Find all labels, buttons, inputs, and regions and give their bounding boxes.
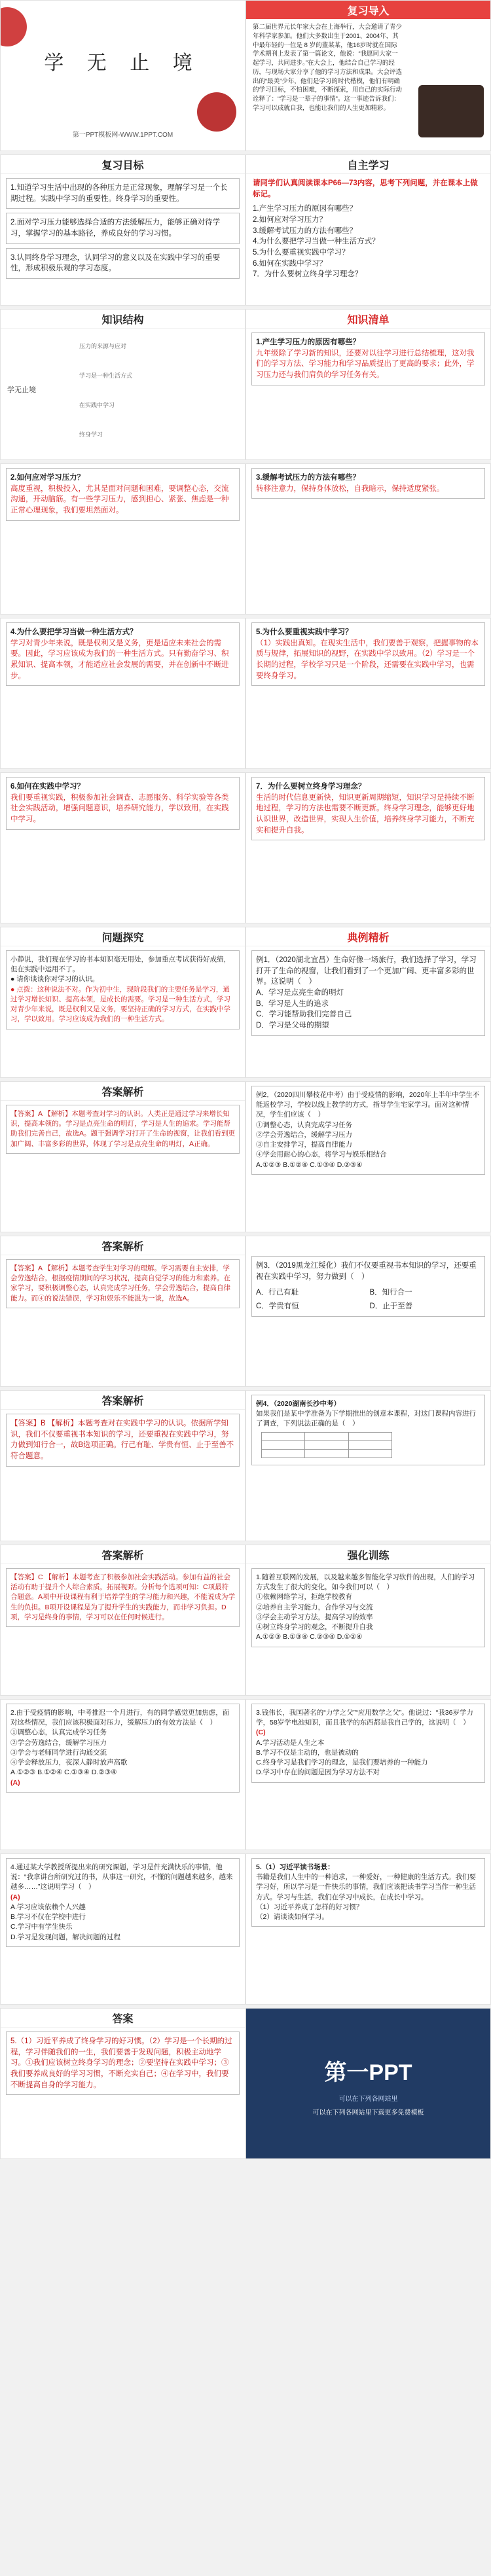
- q4-text: 学习对青少年来说，既是权利又是义务，更是适应未来社会的需要。因此，学习应该成为我们的一种生活方式。只有勤奋学习、积累知识、提高本领，才能适应社会发展的需要，并在创新中不断进步。: [10, 639, 229, 680]
- self-study-question: 1.产生学习压力的原因有哪些？: [253, 205, 357, 213]
- mindmap-center: 学无止境: [7, 386, 36, 394]
- flower-decoration: [0, 7, 27, 46]
- training-option[interactable]: ②培养自主学习能力，合作学习与交流: [256, 1603, 373, 1611]
- review-goals-slide[interactable]: [0, 154, 245, 306]
- training5-q1: （1）习近平养成了怎样的好习惯？: [256, 1903, 363, 1911]
- training2-slide[interactable]: [0, 1699, 245, 1850]
- self-study-question: 3.缓解考试压力的方法有哪些？: [253, 226, 357, 235]
- q3-text: 转移注意力，保持身体放松，自我暗示，保持适度紧张。: [256, 484, 445, 493]
- answer5-header: 答案: [1, 2009, 245, 2028]
- q5-title: 5.为什么要重视实践中学习？: [256, 628, 353, 636]
- training2-option[interactable]: ①调整心态，认真完成学习任务: [10, 1728, 107, 1737]
- q5-text: （1）实践出真知。在现实生活中，我们要善于观察，把握事物的本质与规律，拓展知识的视野，在实践中学以致用。（2）学习是一个长期的过程，学校学习只是一个阶段，还需要在实践中学习，也需要终身学习。: [256, 639, 479, 680]
- answer5-text: 5.（1）习近平养成了终身学习的好习惯。（2）学习是一个长期的过程，学习伴随我们的一生，我们要善于发现问题，积极主动地学习。①我们应该树立终身学习的理念；②要坚持在实践中学习；③我们要养成良好的学习习惯，不断充实自己；④在学习中，我们要不断提高自身的学习能力。: [6, 2031, 240, 2095]
- answer2-slide[interactable]: [0, 1236, 245, 1387]
- footer-logo-slide[interactable]: [245, 2008, 491, 2159]
- training2-choices[interactable]: A.①②③ B.①②④ C.①③④ D.②③④: [10, 1768, 117, 1777]
- speaker-photo: [418, 85, 484, 137]
- q4-title: 4.为什么要把学习当做一种生活方式？: [10, 628, 137, 636]
- answer4-header: 答案解析: [1, 1545, 245, 1564]
- training-header: 强化训练: [246, 1545, 490, 1564]
- q7-title: 7．为什么要树立终身学习理念？: [256, 783, 366, 791]
- cover-title: 学 无 止 境: [44, 52, 202, 74]
- review-goal-item: 2.面对学习压力能够选择合适的方法缓解压力，能够正确对待学习，掌握学习的基本路径，养成良好的学习习惯。: [6, 213, 240, 243]
- training4-option[interactable]: B.学习不仅在学校中进行: [10, 1913, 86, 1922]
- review-goals-header: 复习目标: [1, 155, 245, 174]
- training4-answer: (A): [10, 1893, 20, 1901]
- training-option[interactable]: ④树立终身学习的观念，不断提升自我: [256, 1623, 373, 1632]
- cover-slide[interactable]: [0, 0, 245, 151]
- training-option[interactable]: ③学会主动学习方法，提高学习的效率: [256, 1613, 373, 1621]
- answer3-header: 答案解析: [1, 1391, 245, 1410]
- q2-title: 2.如何应对学习压力？: [10, 474, 85, 482]
- training5-title: 5.（1）习近平读书场景：: [256, 1863, 335, 1871]
- example2-choices[interactable]: A.①②③ B.①②④ C.①③④ D.②③④: [256, 1160, 363, 1169]
- example2-option[interactable]: ③自主安排学习，提高自律能力: [256, 1141, 352, 1149]
- training-question: 1.随着互联网的发展，以及越来越多智能化学习软件的出现，人们的学习方式发生了很大的变化，如今我们可以（ ）: [256, 1573, 475, 1592]
- example1-option[interactable]: A．学习是点亮生命的明灯: [256, 989, 344, 997]
- example1-slide[interactable]: [245, 927, 491, 1078]
- example1-option[interactable]: C．学习能帮助我们完善自己: [256, 1011, 352, 1019]
- answer4-text: 【答案】C 【解析】本题考查了积极参加社会实践活动。参加有益的社会活动有助于提升个人综合素质，拓展视野。分析每个选项可知：C项最符合题意。A项中开设课程有利于培养学生的学习能力和兴趣，不能说成为学生的负担。B项开设课程是为了提升学生的实践能力，而非学习负担。D项，学习是终身的事情，学习可以在任何时候进行。: [6, 1568, 240, 1627]
- self-study-header: 自主学习: [246, 155, 490, 174]
- intro-slide[interactable]: [245, 0, 491, 151]
- training4-question: 4.通过某大学教授所提出来的研究课题，学习是件充满快乐的事情，他说：“我拿讲台所研究过的书，从事这一研究，不懂的问题越来越多，越来越多……”这说明学习（ ）: [10, 1863, 233, 1891]
- training4-option[interactable]: C.学习中有学生快乐: [10, 1923, 73, 1931]
- example3-slide[interactable]: [245, 1236, 491, 1387]
- training3-answer: (C): [256, 1728, 266, 1737]
- example2-option[interactable]: ②学会劳逸结合，缓解学习压力: [256, 1130, 352, 1139]
- knowledge-q1-text: 九年级除了学习新的知识，还要对以往学习进行总结梳理，这对我们的学习方法、学习能力和学习品质提出了更高的要求；此外，学习压力还与我们肩负的学习任务有关。: [256, 349, 475, 380]
- answer3-text: 【答案】B 【解析】本题考查对在实践中学习的认识。依据所学知识，我们不仅要重视书本知识的学习，还要重视在实践中学习，努力做到知行合一，故B选项正确。行己有耻、学贵有恒、止于至善不符合题意。: [6, 1414, 240, 1467]
- training5-text: 书籍是我们人生中的一种追求，一种爱好，一种健康的生活方式。我们要学习好，所以学习是一件快乐的事情，我们应该把读书学习当作一种生活方式。学习与生活，我们在学习中成长，在成长中学习。: [256, 1873, 476, 1901]
- brand-logo: 第一PPT: [324, 2060, 412, 2085]
- example4-text: 如果我们是某中学准备为下学期推出的创意本课程，对这门课程内容进行了调查，下列说法正确的是（ ）: [256, 1410, 476, 1428]
- training3-option[interactable]: C.终身学习是我们学习的理念，是我们要培养的一种能力: [256, 1759, 428, 1767]
- examples-header: 典例精析: [246, 927, 490, 946]
- flower-decoration: [197, 92, 236, 132]
- example2-slide[interactable]: [245, 1081, 491, 1232]
- self-study-question: 4.为什么要把学习当做一种生活方式？: [253, 238, 380, 246]
- example2-option[interactable]: ①调整心态，认真完成学习任务: [256, 1120, 352, 1129]
- q7-text: 生活的时代信息更新快，知识更新周期缩短，知识学习是持续不断地过程，学习的方法也需要不断更新。终身学习理念，能够更好地认识世界，改造世界，实现人生价值，培养终身学习能力，不断充实和提升自我。: [256, 793, 475, 834]
- q6-slide[interactable]: [0, 772, 245, 923]
- self-study-intro: 请同学们认真阅读课本P66—73内容，思考下列问题，并在课本上做标记。: [253, 179, 478, 198]
- mind-map: [1, 329, 245, 453]
- example3-option[interactable]: C．学贵有恒: [256, 1302, 299, 1311]
- q6-title: 6.如何在实践中学习？: [10, 783, 85, 791]
- q5-slide[interactable]: [245, 618, 491, 769]
- explore-header: 问题探究: [1, 927, 245, 946]
- training3-option[interactable]: A.学习活动是人生之本: [256, 1738, 325, 1747]
- q2-text: 高度重视，积极投入，尤其是面对问题和困难，要调整心态，交流沟通，开动脑筋。有一些学习压力，感到担心、紧张、焦虑是一种正常心理现象，我们要坦然面对。: [10, 484, 229, 515]
- example1-option[interactable]: D．学习是父母的期望: [256, 1022, 329, 1030]
- self-study-question: 6.如何在实践中学习？: [253, 259, 327, 268]
- self-study-question: 7．为什么要树立终身学习理念？: [253, 270, 363, 279]
- training3-option[interactable]: D.学习中存在的问题是因为学习方法不对: [256, 1768, 380, 1777]
- q7-slide[interactable]: [245, 772, 491, 923]
- training-slide[interactable]: [245, 1545, 491, 1696]
- training-choices[interactable]: A.①②③ B.①③④ C.②③④ D.①②④: [256, 1633, 363, 1641]
- intro-header: 复习导入: [246, 1, 490, 19]
- training5-slide[interactable]: [245, 1853, 491, 2005]
- knowledge-q1-title: 1.产生学习压力的原因有哪些？: [256, 338, 361, 346]
- mindmap-branch: 终身学习: [79, 431, 103, 438]
- answer2-text: 【答案】A 【解析】本题考查学生对学习的理解。学习需要自主安排，学会劳逸结合，根据疫情期间的学习状况，提高自觉学习的能力和素养。在家学习，要积极调整心态，认真完成学习任务，学会劳逸结合，提高自律能力。而④的说法错误，学习和娱乐不能混为一谈，故选A。: [6, 1259, 240, 1308]
- training-option[interactable]: ①依赖网络学习，拒绝学校教育: [256, 1593, 352, 1601]
- example1-question: 例1．（2020湖北宜昌）生命好像一场旅行，我们选择了学习，学习打开了生命的视窗，让我们看到了一个更加广阔、更丰富多彩的世界。这说明（ ）: [256, 956, 477, 986]
- explore-hint: ● 点拨：这种说法不对。作为初中生，现阶段我们的主要任务是学习，通过学习增长知识、提高本领，是成长的需要。学习是一种生活方式，学习对青少年来说，既是权利又是义务，要坚持正确的学习方式，在实践中学习，学以致用。学习应该成为我们的一种生活方式。: [10, 985, 230, 1024]
- example1-option[interactable]: B．学习是人生的追求: [256, 999, 329, 1008]
- self-study-question: 5.为什么要重视实践中学习？: [253, 249, 350, 257]
- q3-title: 3.缓解考试压力的方法有哪些？: [256, 474, 361, 482]
- answer1-slide[interactable]: [0, 1081, 245, 1232]
- explore-prompt: ● 请你谈谈你对学习的认识。: [10, 975, 100, 984]
- q3-slide[interactable]: [245, 463, 491, 615]
- training2-option[interactable]: ②学会劳逸结合，缓解学习压力: [10, 1738, 107, 1747]
- training2-answer: (A): [10, 1778, 20, 1787]
- self-study-slide[interactable]: [245, 154, 491, 306]
- training5-q2: （2）请谈谈如何学习。: [256, 1913, 329, 1922]
- review-goal-item: 1.知道学习生活中出现的各种压力是正常现象，理解学习是一个长期过程。实践中学习的重要性。终身学习的重要性。: [6, 178, 240, 209]
- training2-option[interactable]: ④学会释放压力，夜深人静时放声高歌: [10, 1759, 128, 1767]
- q6-text: 我们要重视实践，积极参加社会调查、志愿服务、科学实验等各类社会实践活动，增强问题意识，培养研究能力，学以致用，在实践中学习。: [10, 793, 229, 824]
- training4-option[interactable]: A.学习应该依赖个人兴趣: [10, 1903, 86, 1911]
- example3-option[interactable]: D．止于至善: [369, 1302, 413, 1311]
- review-goal-item: 3.认同终身学习理念，认同学习的意义以及在实践中学习的重要性，形成积极乐观的学习态度。: [6, 248, 240, 279]
- example2-option[interactable]: ④学会用耐心的心态，将学习与娱乐相结合: [256, 1151, 387, 1159]
- training4-slide[interactable]: [0, 1853, 245, 2005]
- knowledge-slide[interactable]: [245, 309, 491, 460]
- brand-note: 可以在下列各网站里下载更多免费模板: [312, 2109, 424, 2117]
- structure-slide[interactable]: [0, 309, 245, 460]
- example4-table: [261, 1432, 392, 1458]
- training3-question: 3.钱伟长，我国著名的“力学之父”“应用数学之父”。他说过：“我36岁学力学，58岁学电池知识，而且我学的东西都是我自己学的，这说明（ ）: [256, 1709, 473, 1727]
- explore-slide[interactable]: [0, 927, 245, 1078]
- training4-option[interactable]: D.学习是发现问题，解决问题的过程: [10, 1933, 120, 1941]
- answer1-header: 答案解析: [1, 1082, 245, 1101]
- example2-question: 例2．（2020四川攀枝花中考）由于受疫情的影响，2020年上半年中学生不能返校学习，学校以线上教学的方式，指导学生宅家学习。面对这种情况，学生们应该（ ）: [256, 1091, 480, 1119]
- example3-question: 例3．（2019黑龙江绥化）我们不仅要重视书本知识的学习，还要重视在实践中学习，努力做到（ ）: [256, 1262, 477, 1281]
- mindmap-branch: 压力的来源与应对: [79, 343, 127, 349]
- training3-slide[interactable]: [245, 1699, 491, 1850]
- training2-option[interactable]: ③学会与老师同学进行沟通交流: [10, 1748, 107, 1757]
- answer3-slide[interactable]: [0, 1390, 245, 1541]
- example4-slide[interactable]: [245, 1390, 491, 1541]
- answer4-slide[interactable]: [0, 1545, 245, 1696]
- training3-option[interactable]: B.学习不仅是主动的，也是被动的: [256, 1748, 359, 1757]
- q4-slide[interactable]: [0, 618, 245, 769]
- answer2-header: 答案解析: [1, 1236, 245, 1255]
- example3-option[interactable]: A．行己有耻: [256, 1289, 299, 1297]
- answer1-text: 【答案】A 【解析】本题考查对学习的认识。人类正是通过学习来增长知识，提高本领的。学习是点亮生命的明灯，学习是人生的追求。学习能帮助我们完善自己，故选A。题干强调学习打开了生命的视窗，让我们看到更加广阔、丰富多彩的世界，体现了学习是点亮生命的明灯，A正确。: [6, 1105, 240, 1154]
- knowledge-header: 知识清单: [246, 310, 490, 329]
- structure-header: 知识结构: [1, 310, 245, 329]
- example3-option[interactable]: B．知行合一: [369, 1289, 412, 1297]
- mindmap-branch: 学习是一种生活方式: [79, 372, 133, 379]
- intro-text: 第二届世界元长年家大会在上海举行，大会邀请了青少年科学家参加。他们大多数出生于2001、2004年，其中最年轻的一位是 8 岁的董某某，他16岁时就在国际学术期刊上发表了第一篇论文，他说：“我愿同大家一起学习，共同进步。”在大会上，他结合自己学习的经历，与现场大家分享了他的学习方法和成果。大会评选出的“最美”少年，他们是学习的时代楷模，他们有明确的学习目标，不怕困难，不断探索，用自己的实际行动诠释了：“学习是一辈子的事情”。这一事迹告诉我们：学习可以成就自我，也能让我们的人生更加精彩。: [253, 24, 403, 112]
- answer5-slide[interactable]: [0, 2008, 245, 2159]
- example4-title: 例4．（2020湖南长沙中考）: [256, 1400, 340, 1408]
- training2-question: 2.由于受疫情的影响，中考推迟一个月进行，有的同学感觉更加焦虑，面对这些情况，我们应该积极面对压力，缓解压力的有效方法是（ ）: [10, 1709, 230, 1727]
- q2-slide[interactable]: [0, 463, 245, 615]
- brand-subtitle: 可以在下列各网站里: [338, 2096, 398, 2103]
- cover-footer: 第一PPT模板网-WWW.1PPT.COM: [72, 132, 173, 139]
- explore-text: 小静说，我们现在学习的书本知识毫无用处，参加重点考试获得好成绩，但在实践中运用不了。: [10, 956, 230, 974]
- mindmap-branch: 在实践中学习: [79, 402, 115, 408]
- self-study-question: 2.如何应对学习压力？: [253, 216, 327, 224]
